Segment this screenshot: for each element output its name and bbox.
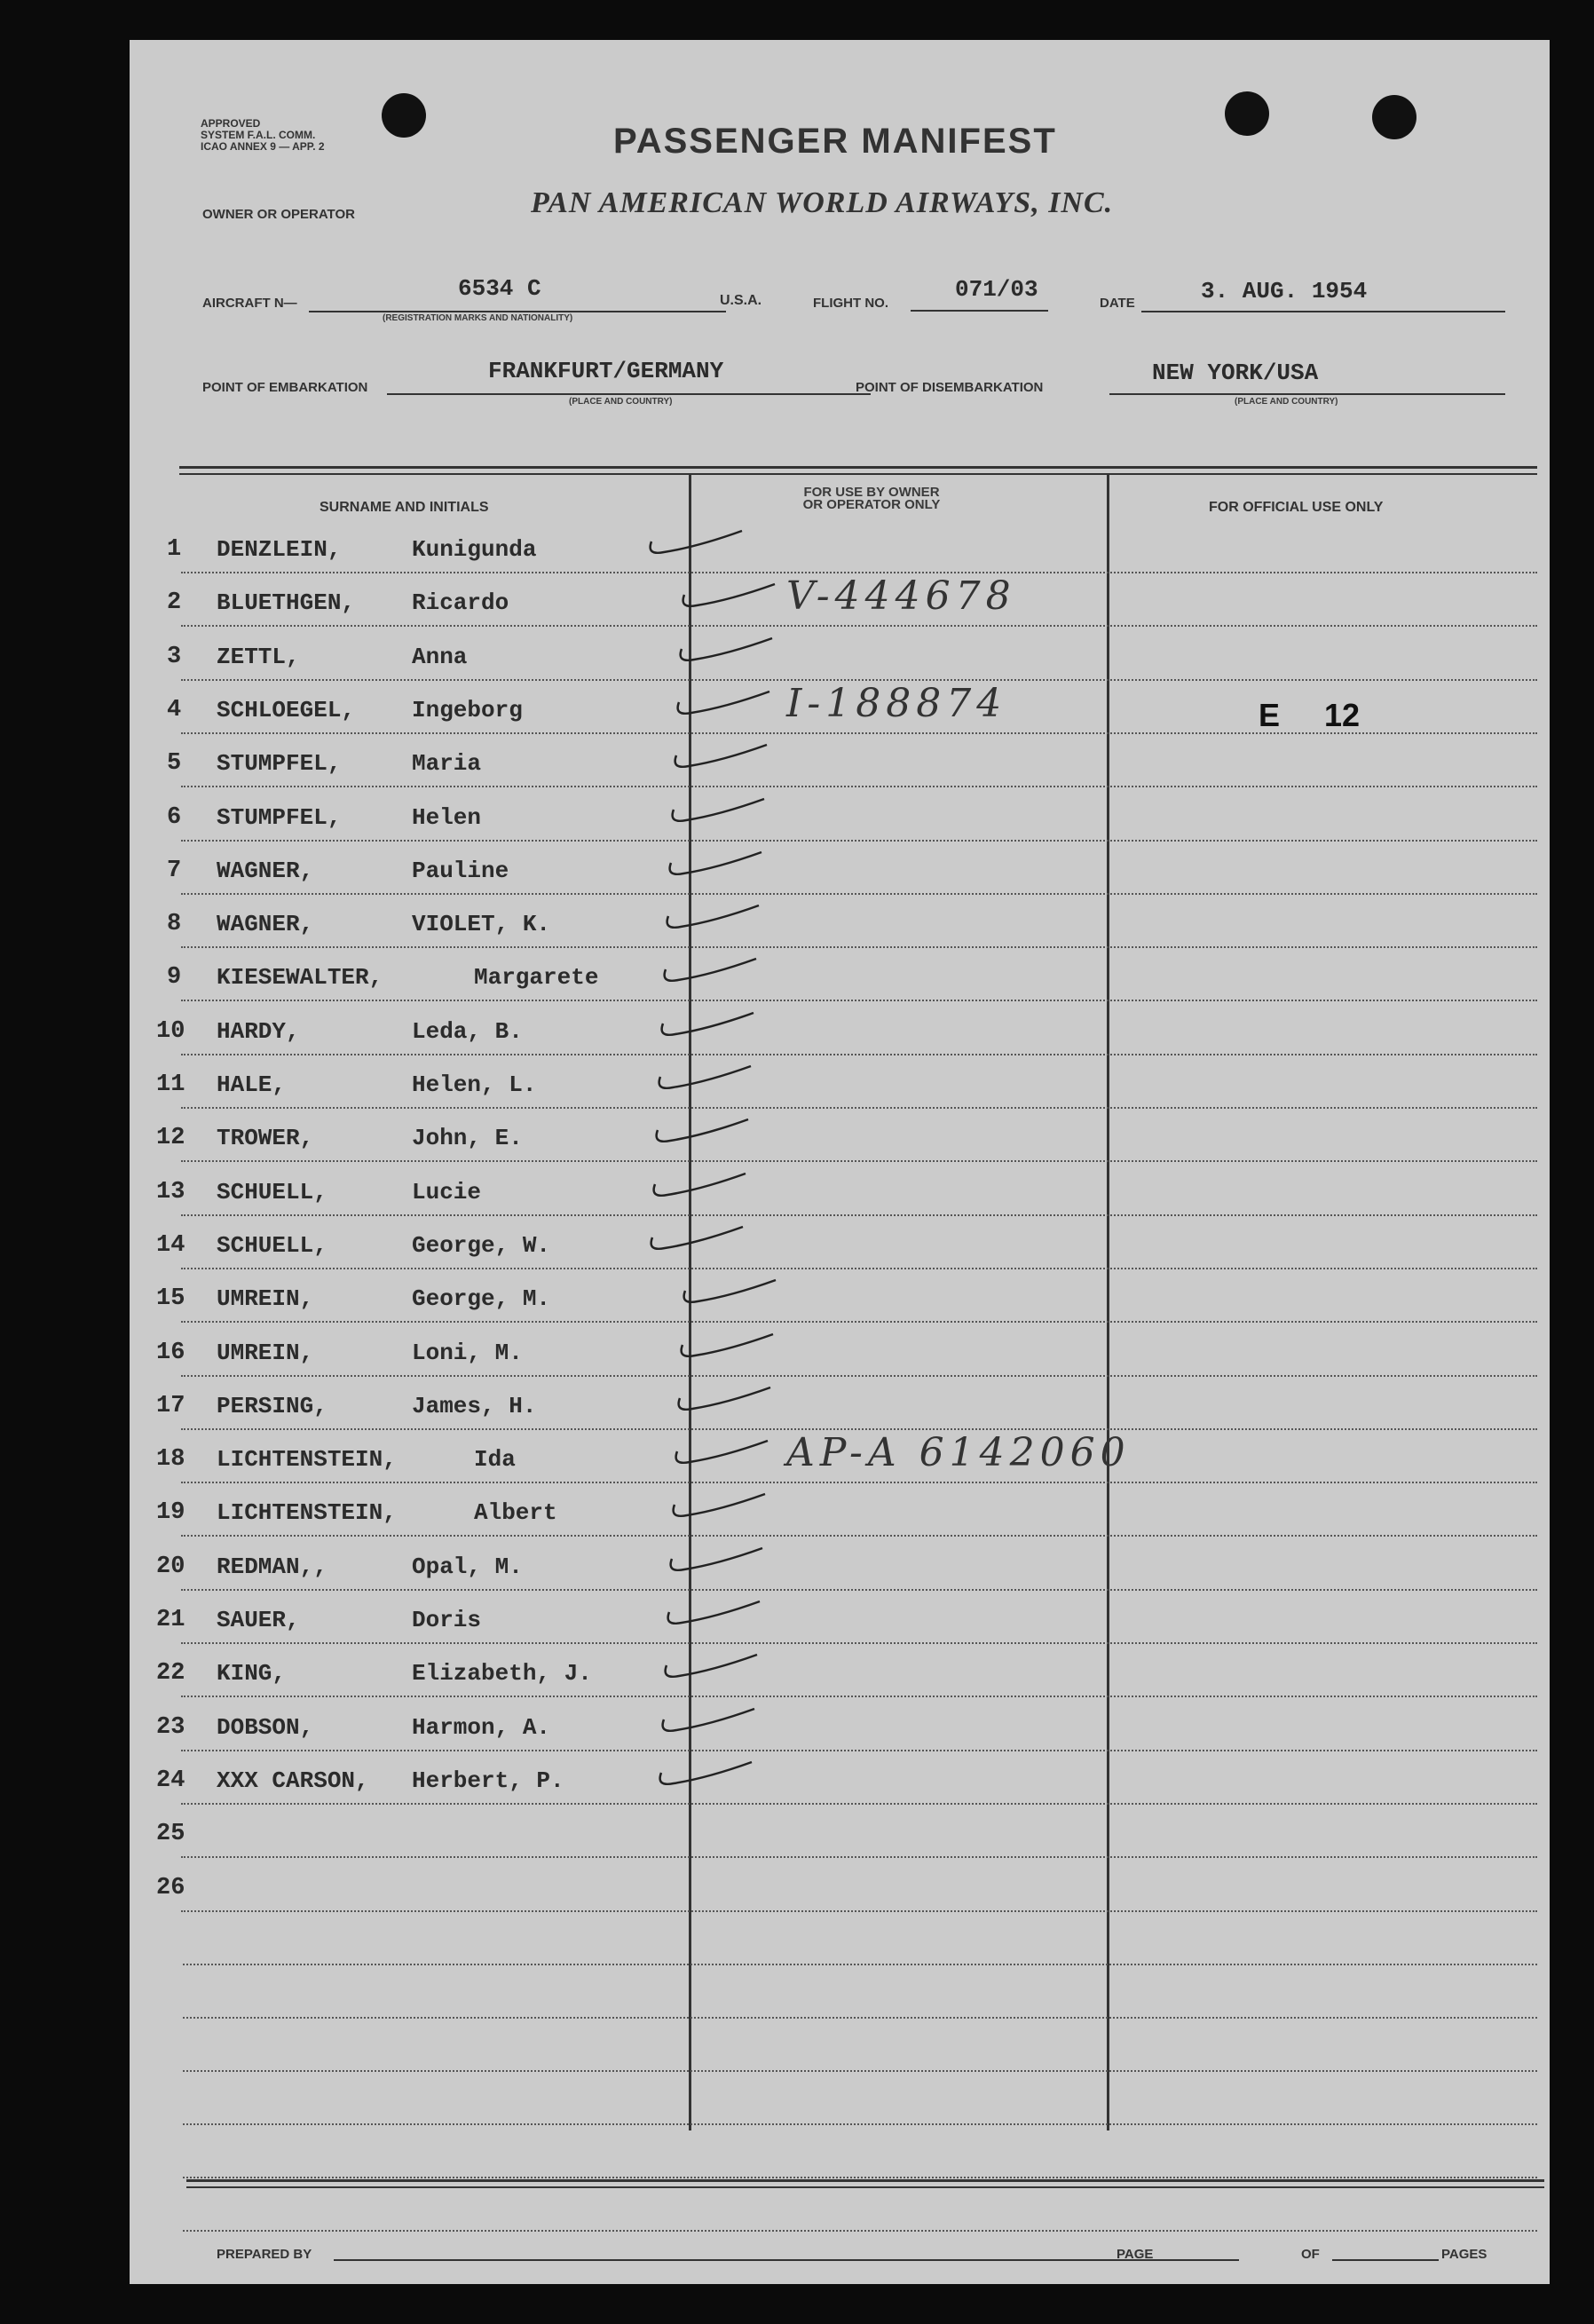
check-mark-icon [653,1061,760,1105]
passenger-given-name: Helen [412,803,482,831]
row-number: 3 [167,643,182,670]
check-mark-icon [656,1008,762,1052]
passenger-given-name: Kunigunda [412,536,537,563]
row-divider [181,1214,1537,1216]
table-row [130,792,1550,845]
row-number: 18 [156,1446,185,1474]
airline-name: PAN AMERICAN WORLD AIRWAYS, INC. [531,186,1114,219]
row-number: 16 [156,1339,185,1366]
row-number: 17 [156,1392,185,1419]
row-divider [181,893,1537,895]
row-number: 9 [167,964,182,992]
place-caption-2: (PLACE AND COUNTRY) [1235,397,1338,407]
table-row [130,952,1550,1005]
table-row [130,631,1550,684]
row-number: 19 [156,1499,185,1527]
prepared-by-label: PREPARED BY [217,2247,312,2262]
row-number: 23 [156,1713,185,1741]
passenger-surname: UMREIN, [217,1285,314,1313]
table-row [130,1541,1550,1594]
table-row [130,1327,1550,1380]
table-row [130,573,1550,630]
passenger-given-name: Loni, M. [412,1339,523,1366]
check-mark-icon [659,953,765,998]
row-divider [181,1535,1537,1537]
passenger-surname: WAGNER, [217,911,314,938]
flight-label: FLIGHT NO. [813,296,888,311]
table-row [130,1220,1550,1273]
row-divider [181,1268,1537,1269]
passenger-surname: SAUER, [217,1607,300,1633]
row-divider [181,1750,1537,1751]
passenger-surname: REDMAN,, [217,1553,327,1580]
passenger-given-name: Albert [474,1499,557,1527]
row-divider [181,1642,1537,1644]
passenger-surname: DOBSON, [217,1713,314,1741]
row-divider [181,1803,1537,1805]
row-divider [181,1482,1537,1483]
row-divider [181,1321,1537,1323]
approval-stamp: APPROVED SYSTEM F.A.L. COMM. ICAO ANNEX 9 — APP. 2 [201,117,325,153]
passenger-surname: DENZLEIN, [217,536,342,563]
passenger-given-name: Ricardo [412,589,509,617]
check-mark-icon [651,1114,757,1158]
passenger-given-name: Herbert, P. [412,1767,564,1794]
operator-note: V-444678 [786,573,1016,620]
passenger-given-name: Helen, L. [412,1071,537,1098]
table-row [130,1006,1550,1059]
row-divider [181,1910,1537,1912]
table-row [130,1862,1550,1916]
table-row [130,1755,1550,1808]
passenger-given-name: Doris [412,1607,482,1633]
pages-label: PAGES [1441,2247,1487,2262]
disembark-value: NEW YORK/USA [1152,360,1319,386]
passenger-given-name: Pauline [412,857,509,884]
table-row [130,1273,1550,1326]
table-row [130,1059,1550,1112]
row-number: 7 [167,857,182,884]
row-divider [181,1696,1537,1697]
check-mark-icon [654,1757,761,1801]
place-caption: (PLACE AND COUNTRY) [569,397,673,407]
row-divider [181,625,1537,627]
passenger-surname: ZETTL, [217,643,300,670]
check-mark-icon [661,900,768,945]
row-divider [181,1589,1537,1591]
blank-row-divider [183,2017,1537,2019]
passenger-given-name: Leda, B. [412,1017,523,1045]
table-row [130,1702,1550,1755]
check-mark-icon [645,1221,752,1266]
passenger-given-name: Ingeborg [412,696,523,723]
check-mark-icon [672,686,778,731]
row-number: 6 [167,803,182,831]
passenger-surname: XXX CARSON, [217,1767,369,1794]
check-mark-icon [665,1543,771,1587]
check-mark-icon [644,526,751,570]
table-row [130,1430,1550,1487]
passenger-surname: SCHUELL, [217,1178,327,1205]
table-row [130,1648,1550,1701]
row-divider [181,1000,1537,1001]
check-mark-icon [673,1382,779,1427]
row-number: 11 [156,1071,185,1098]
row-number: 21 [156,1607,185,1633]
page-title: PASSENGER MANIFEST [613,122,1057,161]
blank-row-divider [183,2123,1537,2125]
table-row [130,1594,1550,1648]
official-mark: E 12 [1259,696,1361,733]
row-number: 5 [167,750,182,778]
check-mark-icon [678,1275,785,1319]
check-mark-icon [667,794,773,838]
row-divider [181,1375,1537,1377]
check-mark-icon [659,1649,766,1694]
table-row [130,845,1550,898]
passenger-given-name: George, W. [412,1231,551,1259]
table-row [130,680,1550,738]
col-surname-header: SURNAME AND INITIALS [320,500,489,515]
table-row [130,898,1550,952]
check-mark-icon [657,1703,763,1748]
passenger-given-name: Harmon, A. [412,1713,551,1741]
row-number: 15 [156,1285,185,1313]
passenger-given-name: VIOLET, K. [412,911,551,938]
row-number: 1 [167,536,182,563]
passenger-given-name: Ida [474,1446,516,1474]
passenger-surname: KIESEWALTER, [217,964,383,992]
blank-row-divider [183,2177,1537,2178]
passenger-surname: TROWER, [217,1125,314,1152]
row-divider [181,946,1537,948]
row-divider [181,1856,1537,1858]
passenger-given-name: George, M. [412,1285,551,1313]
check-mark-icon [667,1489,774,1533]
passenger-surname: LICHTENSTEIN, [217,1446,397,1474]
punch-hole [1225,91,1269,136]
passenger-given-name: Elizabeth, J. [412,1660,592,1688]
table-row [130,1380,1550,1434]
row-divider [181,1107,1537,1109]
row-number: 20 [156,1553,185,1580]
table-row [130,524,1550,577]
passenger-given-name: Opal, M. [412,1553,523,1580]
passenger-surname: SCHLOEGEL, [217,696,356,723]
passenger-surname: STUMPFEL, [217,750,342,778]
check-mark-icon [670,1435,777,1480]
passenger-surname: PERSING, [217,1392,327,1419]
table-row [130,1112,1550,1166]
operator-note: AP-A 6142060 [786,1430,1131,1476]
row-number: 24 [156,1767,185,1794]
passenger-surname: WAGNER, [217,857,314,884]
embark-label: POINT OF EMBARKATION [202,380,368,395]
passenger-surname: SCHUELL, [217,1231,327,1259]
check-mark-icon [648,1168,754,1213]
blank-row-divider [183,2070,1537,2072]
blank-row-divider [183,2230,1537,2232]
table-row [130,738,1550,791]
passenger-surname: LICHTENSTEIN, [217,1499,397,1527]
passenger-given-name: Margarete [474,964,599,992]
table-row [130,1808,1550,1862]
blank-row-divider [183,1964,1537,1965]
passenger-surname: STUMPFEL, [217,803,342,831]
passenger-given-name: James, H. [412,1392,537,1419]
aircraft-label: AIRCRAFT N— [202,296,297,311]
passenger-given-name: Maria [412,750,482,778]
row-number: 14 [156,1231,185,1259]
row-number: 10 [156,1017,185,1045]
col-owner-header: FOR USE BY OWNER OR OPERATOR ONLY [802,485,941,512]
date-label: DATE [1100,296,1135,311]
operator-note: I-188874 [786,680,1007,726]
aircraft-value: 6534 C [458,275,541,302]
passenger-surname: KING, [217,1660,287,1688]
table-row [130,1487,1550,1540]
check-mark-icon [664,847,770,891]
passenger-surname: UMREIN, [217,1339,314,1366]
row-number: 4 [167,696,182,723]
punch-hole [382,93,426,138]
passenger-surname: HALE, [217,1071,287,1098]
row-number: 13 [156,1178,185,1205]
passenger-given-name: John, E. [412,1125,523,1152]
row-number: 2 [167,589,182,617]
check-mark-icon [675,633,781,677]
row-number: 12 [156,1125,185,1152]
punch-hole [1372,95,1416,139]
row-number: 26 [156,1874,185,1901]
table-row [130,1166,1550,1220]
row-divider [181,1054,1537,1055]
check-mark-icon [669,739,776,784]
page-label: PAGE [1117,2247,1154,2262]
embark-value: FRANKFURT/GERMANY [488,358,724,384]
check-mark-icon [662,1596,769,1640]
check-mark-icon [675,1329,782,1373]
date-value: 3. AUG. 1954 [1201,278,1368,304]
col-official-header: FOR OFFICIAL USE ONLY [1209,500,1384,515]
passenger-surname: BLUETHGEN, [217,589,356,617]
passenger-given-name: Anna [412,643,468,670]
manifest-sheet [130,40,1550,2284]
row-divider [181,786,1537,787]
disembark-label: POINT OF DISEMBARKATION [856,380,1044,395]
passenger-surname: HARDY, [217,1017,300,1045]
row-number: 8 [167,911,182,938]
row-divider [181,1160,1537,1162]
owner-label: OWNER OR OPERATOR [202,207,355,222]
of-label: OF [1301,2247,1320,2262]
passenger-given-name: Lucie [412,1178,482,1205]
check-mark-icon [677,579,784,623]
flight-value: 071/03 [955,276,1038,303]
passenger-table [130,524,1550,2122]
row-divider [181,732,1537,734]
row-number: 25 [156,1821,185,1848]
registration-caption: (REGISTRATION MARKS AND NATIONALITY) [383,313,573,323]
country-label: U.S.A. [720,293,762,308]
row-divider [181,840,1537,842]
row-number: 22 [156,1660,185,1688]
